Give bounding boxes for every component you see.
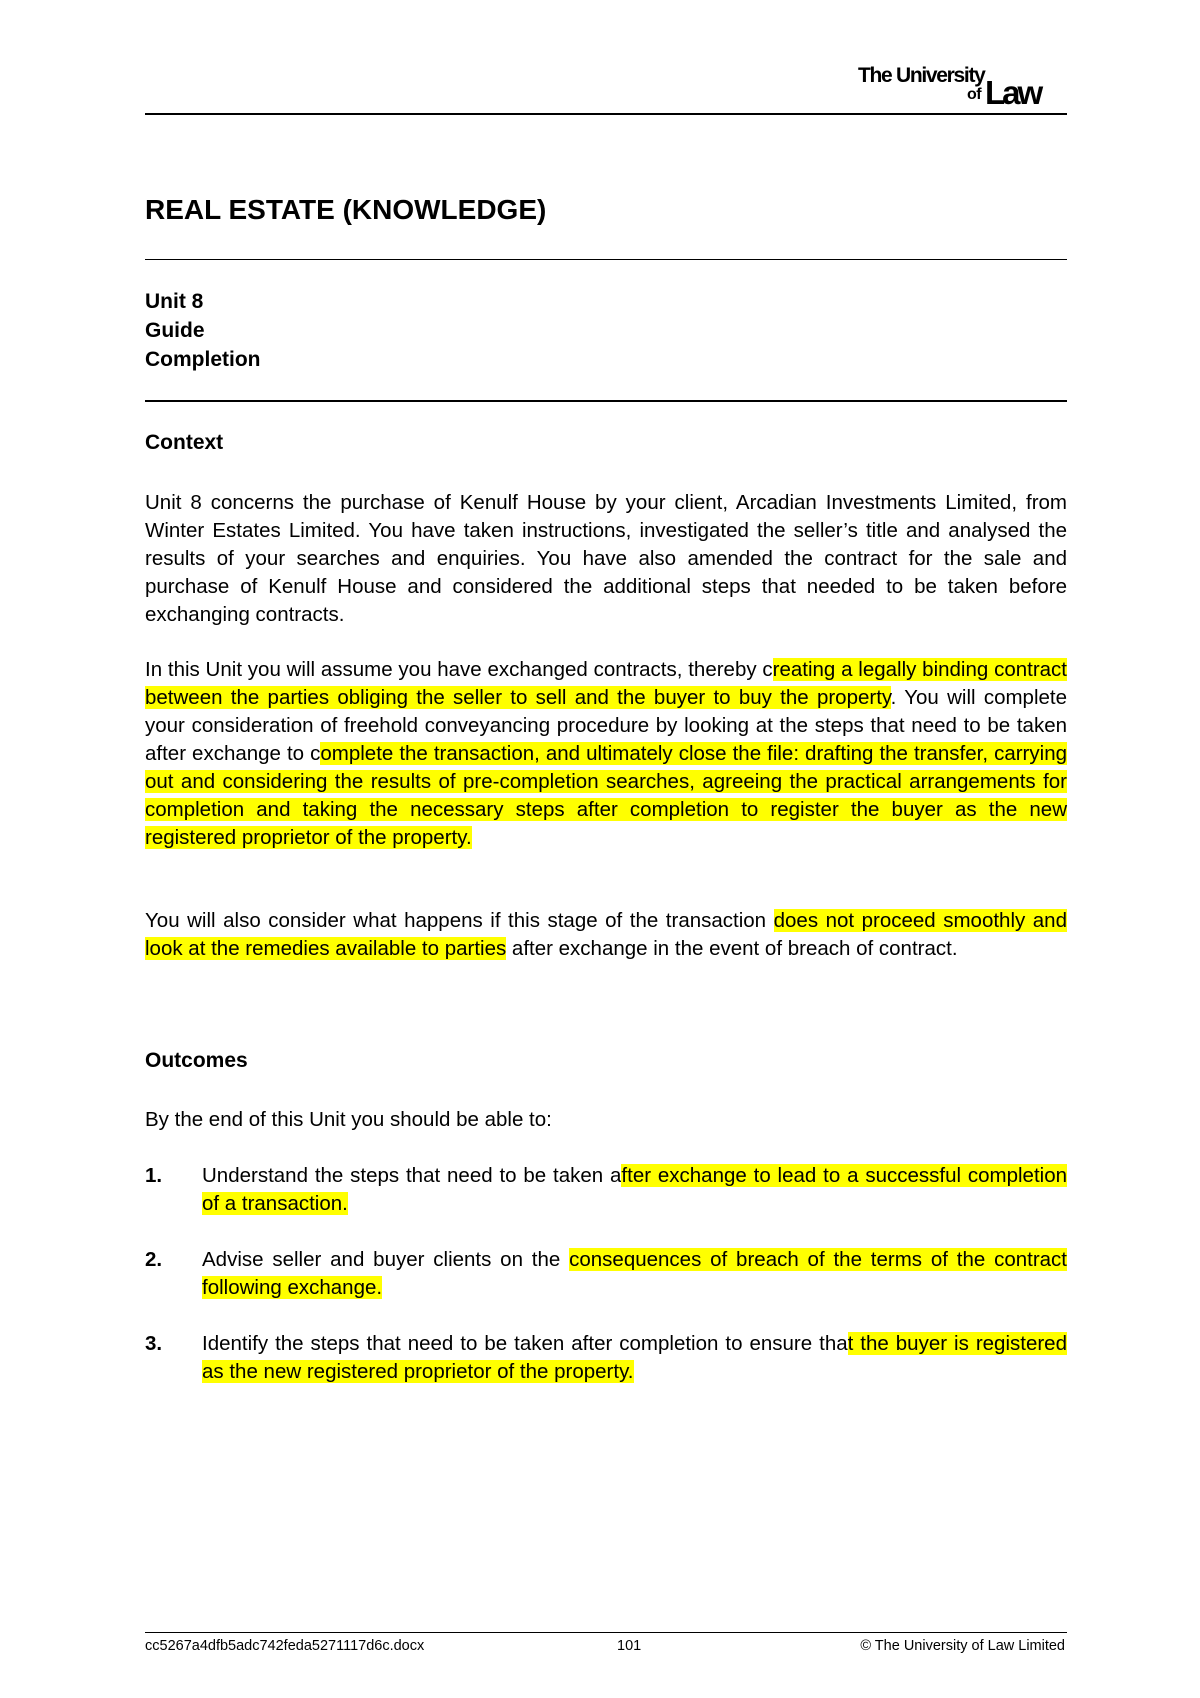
logo-of: of: [967, 86, 982, 103]
footer-page-number: 101: [617, 1638, 642, 1654]
p3-text-c: after exchange in the event of breach of contract.: [506, 937, 958, 960]
outcomes-heading: Outcomes: [145, 1049, 248, 1072]
unit-topic: Completion: [145, 348, 261, 371]
context-heading: Context: [145, 431, 224, 454]
university-logo: [858, 64, 1068, 114]
p2-text-c: . You will complete your consideration of freehold conveyancing procedure by looking at the steps that need to be taken after exchange to c: [145, 686, 1068, 765]
outcome-item-2: [145, 1246, 1067, 1302]
document-title: REAL ESTATE (KNOWLEDGE): [145, 194, 547, 225]
p2-highlight-2: omplete the transaction, and ultimately close the file: drafting the transfer, carrying out and considering the results of pre-completion searches, agreeing the practical arrangements for completion and taking the necessary steps after completion to register the buyer as the new registered proprietor of the property.: [145, 742, 1067, 849]
outcome-item-1: [145, 1162, 1067, 1218]
outcome-number: 3.: [145, 1332, 163, 1355]
outcome-text-plain: Identify the steps that need to be taken after completion to ensure tha: [202, 1332, 848, 1355]
footer-divider: [145, 1632, 1067, 1633]
outcome-number: 2.: [145, 1248, 163, 1271]
outcome-number: 1.: [145, 1164, 163, 1187]
outcome-text: [202, 1162, 1067, 1218]
context-paragraph-1: Unit 8 concerns the purchase of Kenulf House by your client, Arcadian Investments Limited, from Winter Estates Limited. You have taken instructions, investigated the seller’s title and analysed the results of your searches and enquiries. You have also amended the contract for the sale and purchase of Kenulf House and considered the additional steps that needed to be taken before exchanging contracts.: [145, 491, 1067, 626]
outcome-text: [202, 1246, 1067, 1302]
p2-highlight-1: reating a legally binding contract between the parties obliging the seller to sell and the buyer to buy the property: [145, 658, 1067, 709]
p3-text-a: You will also consider what happens if this stage of the transaction: [145, 909, 774, 932]
header-divider: [145, 113, 1067, 115]
outcome-text-plain: Understand the steps that need to be taken a: [202, 1164, 622, 1187]
context-paragraph-2: [145, 656, 1067, 852]
p2-text-a: In this Unit you will assume you have exchanged contracts, thereby c: [145, 658, 773, 681]
outcome-text-highlight: t the buyer is registered as the new registered proprietor of the property.: [202, 1332, 1067, 1383]
outcome-text-plain: Advise seller and buyer clients on the: [202, 1248, 570, 1271]
title-divider: [145, 259, 1067, 260]
context-paragraph-3: [145, 907, 1067, 963]
footer-filename: cc5267a4dfb5adc742feda5271117d6c.docx: [145, 1638, 425, 1654]
logo-line1: The University: [858, 64, 985, 87]
unit-number: Unit 8: [145, 290, 204, 313]
outcome-text: [202, 1330, 1067, 1386]
outcome-text-highlight: consequences of breach of the terms of the contract following exchange.: [202, 1248, 1067, 1299]
unit-type: Guide: [145, 319, 205, 342]
unit-info: [145, 287, 261, 374]
outcomes-intro: By the end of this Unit you should be able to:: [145, 1108, 552, 1131]
logo-law: Law: [985, 74, 1041, 111]
unit-divider: [145, 400, 1067, 402]
outcome-item-3: [145, 1330, 1067, 1386]
footer-copyright: © The University of Law Limited: [860, 1638, 1065, 1654]
p3-highlight: does not proceed smoothly and look at the remedies available to parties: [145, 909, 1067, 960]
outcome-text-highlight: fter exchange to lead to a successful completion of a transaction.: [202, 1164, 1067, 1215]
